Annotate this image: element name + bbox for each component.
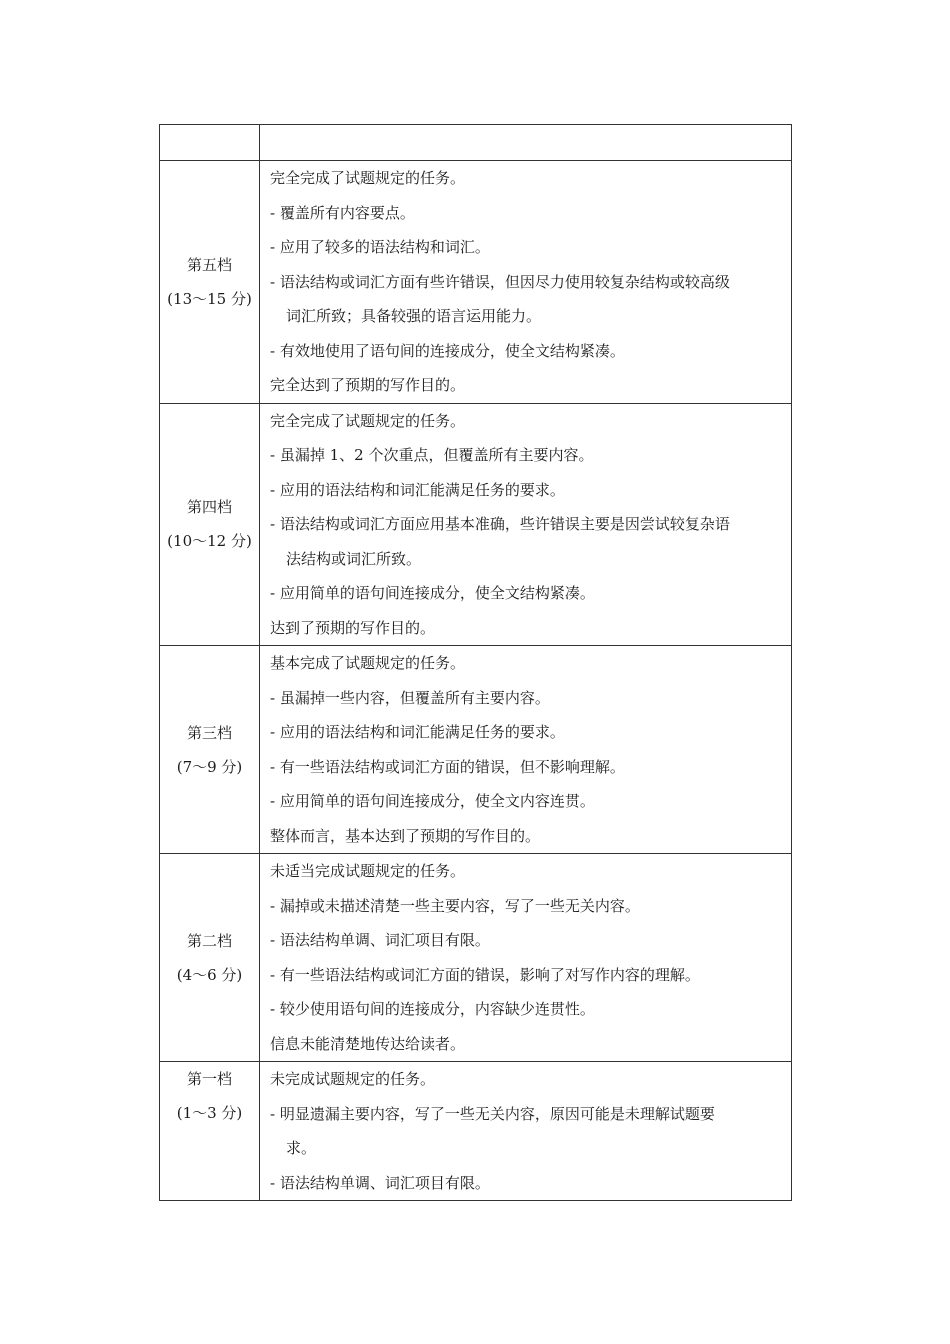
criteria-line: - 应用简单的语句间连接成分，使全文结构紧凑。 xyxy=(270,584,595,602)
criteria-line: 词汇所致；具备较强的语言运用能力。 xyxy=(286,307,542,325)
grade-cell xyxy=(160,1062,260,1201)
criteria-cell xyxy=(260,161,792,404)
grade-cell xyxy=(160,854,260,1062)
table-row xyxy=(160,161,792,404)
criteria-line: 达到了预期的写作目的。 xyxy=(270,618,436,637)
table-row xyxy=(160,646,792,854)
table-row xyxy=(160,403,792,646)
grade-cell xyxy=(160,403,260,646)
criteria-cell xyxy=(260,403,792,646)
grade-range: (10～12 分) xyxy=(167,532,252,551)
criteria-line: - 较少使用语句间的连接成分，内容缺少连贯性。 xyxy=(270,1000,595,1018)
criteria-line: - 应用了较多的语法结构和词汇。 xyxy=(270,238,490,256)
criteria-line: - 语法结构单调、词汇项目有限。 xyxy=(270,1173,490,1192)
criteria-line: - 漏掉或未描述清楚一些主要内容，写了一些无关内容。 xyxy=(270,896,640,915)
table-row xyxy=(160,1062,792,1201)
criteria-line: - 语法结构或词汇方面应用基本准确，些许错误主要是因尝试较复杂语 xyxy=(270,515,730,533)
header-cell-grade xyxy=(160,125,260,161)
grade-label: 第一档 xyxy=(186,1070,232,1088)
criteria-line: 完全完成了试题规定的任务。 xyxy=(270,411,466,430)
grade-cell xyxy=(160,646,260,854)
criteria-line: - 虽漏掉一些内容，但覆盖所有主要内容。 xyxy=(270,688,550,707)
grade-range: (7～9 分) xyxy=(176,757,243,776)
criteria-line: 法结构或词汇所致。 xyxy=(286,549,422,568)
header-cell-criteria xyxy=(260,125,792,161)
table-header-row xyxy=(160,125,792,161)
criteria-cell xyxy=(260,646,792,854)
grade-cell xyxy=(160,161,260,404)
criteria-line: 基本完成了试题规定的任务。 xyxy=(270,654,466,672)
criteria-line: - 明显遗漏主要内容，写了一些无关内容，原因可能是未理解试题要 xyxy=(270,1104,715,1123)
scoring-table xyxy=(159,124,792,1201)
criteria-line: 求。 xyxy=(286,1139,317,1157)
criteria-line: - 有一些语法结构或词汇方面的错误，影响了对写作内容的理解。 xyxy=(270,965,700,984)
grade-range: (13～15 分) xyxy=(167,289,252,308)
grade-range: (1～3 分) xyxy=(176,1104,243,1122)
criteria-line: 未完成试题规定的任务。 xyxy=(270,1070,436,1088)
criteria-line: - 覆盖所有内容要点。 xyxy=(270,203,415,222)
criteria-line: - 应用简单的语句间连接成分，使全文内容连贯。 xyxy=(270,792,595,810)
criteria-line: - 应用的语法结构和词汇能满足任务的要求。 xyxy=(270,480,565,499)
criteria-line: - 虽漏掉 1、2 个次重点，但覆盖所有主要内容。 xyxy=(270,446,594,464)
criteria-line: - 应用的语法结构和词汇能满足任务的要求。 xyxy=(270,723,565,741)
grade-label: 第二档 xyxy=(186,931,232,950)
criteria-line: 完全达到了预期的写作目的。 xyxy=(270,376,466,394)
table-row xyxy=(160,854,792,1062)
criteria-line: 整体而言，基本达到了预期的写作目的。 xyxy=(270,826,541,845)
criteria-line: - 语法结构或词汇方面有些许错误，但因尽力使用较复杂结构或较高级 xyxy=(270,272,730,291)
grade-label: 第四档 xyxy=(186,498,232,517)
criteria-line: 信息未能清楚地传达给读者。 xyxy=(270,1034,466,1053)
grade-label: 第五档 xyxy=(186,255,232,274)
criteria-line: 完全完成了试题规定的任务。 xyxy=(270,169,466,187)
criteria-line: - 有一些语法结构或词汇方面的错误，但不影响理解。 xyxy=(270,757,625,776)
criteria-line: - 有效地使用了语句间的连接成分，使全文结构紧凑。 xyxy=(270,341,625,360)
criteria-cell xyxy=(260,854,792,1062)
criteria-cell xyxy=(260,1062,792,1201)
grade-label: 第三档 xyxy=(186,723,232,742)
grade-range: (4～6 分) xyxy=(176,965,243,984)
criteria-line: - 语法结构单调、词汇项目有限。 xyxy=(270,931,490,949)
criteria-line: 未适当完成试题规定的任务。 xyxy=(270,862,466,880)
